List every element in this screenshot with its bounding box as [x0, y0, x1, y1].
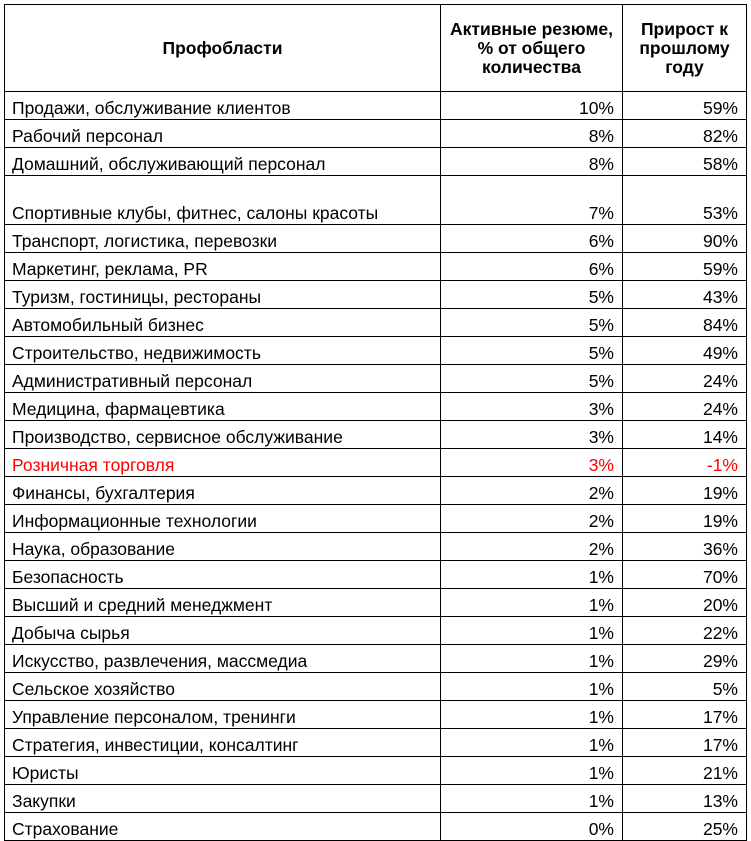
growth-cell: 20% [623, 589, 747, 617]
growth-cell: 14% [623, 421, 747, 449]
share-cell: 6% [441, 253, 623, 281]
growth-cell: 84% [623, 309, 747, 337]
table-row [5, 309, 747, 337]
share-cell: 0% [441, 813, 623, 841]
profession-cell: Сельское хозяйство [5, 673, 441, 701]
profession-cell: Автомобильный бизнес [5, 309, 441, 337]
share-cell: 8% [441, 120, 623, 148]
growth-cell: 19% [623, 477, 747, 505]
profession-cell: Наука, образование [5, 533, 441, 561]
share-cell: 5% [441, 337, 623, 365]
profession-cell: Медицина, фармацевтика [5, 393, 441, 421]
profession-cell: Домашний, обслуживающий персонал [5, 148, 441, 176]
table-body [5, 92, 747, 841]
table-row [5, 785, 747, 813]
profession-cell: Управление персоналом, тренинги [5, 701, 441, 729]
share-cell: 3% [441, 393, 623, 421]
profession-cell: Маркетинг, реклама, PR [5, 253, 441, 281]
profession-cell: Закупки [5, 785, 441, 813]
table-row [5, 281, 747, 309]
share-cell: 1% [441, 701, 623, 729]
header-growth: Прирост к прошлому году [623, 5, 747, 92]
table-row [5, 365, 747, 393]
growth-cell: 17% [623, 729, 747, 757]
growth-cell: 58% [623, 148, 747, 176]
table-row [5, 449, 747, 477]
share-cell: 1% [441, 673, 623, 701]
share-cell: 1% [441, 617, 623, 645]
share-cell: 3% [441, 449, 623, 477]
growth-cell: 29% [623, 645, 747, 673]
growth-cell: 5% [623, 673, 747, 701]
table-row [5, 176, 747, 225]
table-row [5, 561, 747, 589]
growth-cell: -1% [623, 449, 747, 477]
profession-cell: Информационные технологии [5, 505, 441, 533]
share-cell: 2% [441, 477, 623, 505]
profession-cell: Строительство, недвижимость [5, 337, 441, 365]
growth-cell: 24% [623, 365, 747, 393]
growth-cell: 59% [623, 92, 747, 120]
profession-cell: Производство, сервисное обслуживание [5, 421, 441, 449]
header-active-resume-share: Активные резюме, % от общего количества [441, 5, 623, 92]
profession-cell: Стратегия, инвестиции, консалтинг [5, 729, 441, 757]
profession-cell: Продажи, обслуживание клиентов [5, 92, 441, 120]
share-cell: 8% [441, 148, 623, 176]
share-cell: 1% [441, 561, 623, 589]
table-row [5, 148, 747, 176]
growth-cell: 53% [623, 176, 747, 225]
table-row [5, 701, 747, 729]
profession-cell: Искусство, развлечения, массмедиа [5, 645, 441, 673]
profession-cell: Юристы [5, 757, 441, 785]
table-row [5, 421, 747, 449]
growth-cell: 24% [623, 393, 747, 421]
growth-cell: 59% [623, 253, 747, 281]
table-row [5, 225, 747, 253]
share-cell: 5% [441, 281, 623, 309]
table-row [5, 813, 747, 841]
growth-cell: 25% [623, 813, 747, 841]
share-cell: 2% [441, 533, 623, 561]
table-row [5, 673, 747, 701]
header-row [5, 5, 747, 92]
profession-cell: Высший и средний менеджмент [5, 589, 441, 617]
share-cell: 5% [441, 365, 623, 393]
growth-cell: 49% [623, 337, 747, 365]
table-header [5, 5, 747, 92]
share-cell: 2% [441, 505, 623, 533]
profession-cell: Финансы, бухгалтерия [5, 477, 441, 505]
table-row [5, 477, 747, 505]
growth-cell: 36% [623, 533, 747, 561]
header-profession: Профобласти [5, 5, 441, 92]
share-cell: 1% [441, 785, 623, 813]
profession-cell: Страхование [5, 813, 441, 841]
share-cell: 1% [441, 757, 623, 785]
share-cell: 1% [441, 645, 623, 673]
profession-cell: Туризм, гостиницы, рестораны [5, 281, 441, 309]
share-cell: 10% [441, 92, 623, 120]
profession-cell: Добыча сырья [5, 617, 441, 645]
profession-cell: Розничная торговля [5, 449, 441, 477]
growth-cell: 21% [623, 757, 747, 785]
profession-cell: Безопасность [5, 561, 441, 589]
share-cell: 7% [441, 176, 623, 225]
share-cell: 6% [441, 225, 623, 253]
table-row [5, 505, 747, 533]
profession-cell: Административный персонал [5, 365, 441, 393]
table-row [5, 757, 747, 785]
table-row [5, 645, 747, 673]
growth-cell: 90% [623, 225, 747, 253]
growth-cell: 22% [623, 617, 747, 645]
share-cell: 5% [441, 309, 623, 337]
profession-resume-table [4, 4, 747, 841]
growth-cell: 17% [623, 701, 747, 729]
table-row [5, 253, 747, 281]
profession-cell: Транспорт, логистика, перевозки [5, 225, 441, 253]
profession-cell: Спортивные клубы, фитнес, салоны красоты [5, 176, 441, 225]
growth-cell: 43% [623, 281, 747, 309]
table-row [5, 337, 747, 365]
growth-cell: 82% [623, 120, 747, 148]
share-cell: 1% [441, 589, 623, 617]
table-row [5, 589, 747, 617]
table-row [5, 729, 747, 757]
share-cell: 1% [441, 729, 623, 757]
share-cell: 3% [441, 421, 623, 449]
table-row [5, 617, 747, 645]
growth-cell: 13% [623, 785, 747, 813]
profession-cell: Рабочий персонал [5, 120, 441, 148]
growth-cell: 19% [623, 505, 747, 533]
growth-cell: 70% [623, 561, 747, 589]
table-row [5, 92, 747, 120]
table-row [5, 120, 747, 148]
table-row [5, 533, 747, 561]
table-row [5, 393, 747, 421]
